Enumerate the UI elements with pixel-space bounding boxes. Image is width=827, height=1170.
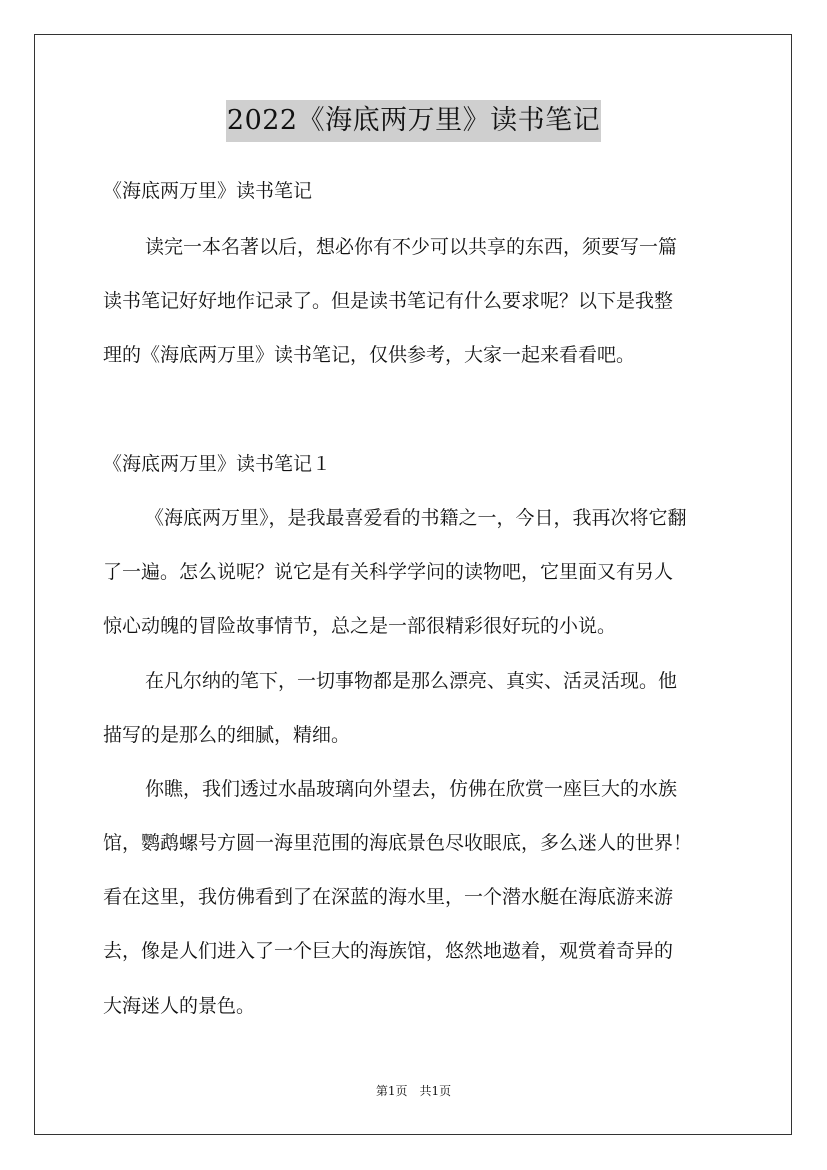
paragraph1-line: 了一遍。怎么说呢？说它是有关科学学问的读物吧，它里面又有另人 bbox=[103, 561, 674, 583]
intro-line: 读完一本名著以后，想必你有不少可以共享的东西，须要写一篇 bbox=[145, 236, 678, 258]
paragraph3-line: 看在这里，我仿佛看到了在深蓝的海水里，一个潜水艇在海底游来游 bbox=[103, 886, 674, 908]
document-title: 2022《海底两万里》读书笔记 bbox=[226, 100, 601, 142]
paragraph2-line: 描写的是那么的细腻，精细。 bbox=[103, 724, 351, 746]
paragraph3-line: 馆，鹦鹉螺号方圆一海里范围的海底景色尽收眼底，多么迷人的世界！ bbox=[103, 832, 693, 854]
paragraph2-line: 在凡尔纳的笔下，一切事物都是那么漂亮、真实、活灵活现。他 bbox=[145, 670, 678, 692]
section-heading: 《海底两万里》读书笔记１ bbox=[103, 453, 332, 475]
intro-line: 理的《海底两万里》读书笔记，仅供参考，大家一起来看看吧。 bbox=[103, 344, 636, 366]
title-container bbox=[0, 100, 827, 142]
document-subtitle: 《海底两万里》读书笔记 bbox=[103, 180, 313, 202]
intro-line: 读书笔记好好地作记录了。但是读书笔记有什么要求呢？以下是我整 bbox=[103, 290, 674, 312]
paragraph3-line: 大海迷人的景色。 bbox=[103, 995, 256, 1017]
paragraph3-line: 你瞧，我们透过水晶玻璃向外望去，仿佛在欣赏一座巨大的水族 bbox=[145, 778, 678, 800]
page-number-footer: 第1页 共1页 bbox=[375, 1084, 452, 1098]
paragraph3-line: 去，像是人们进入了一个巨大的海族馆，悠然地遨着，观赏着奇异的 bbox=[103, 940, 674, 962]
paragraph1-line: 《海底两万里》，是我最喜爱看的书籍之一，今日，我再次将它翻 bbox=[145, 507, 687, 529]
paragraph1-line: 惊心动魄的冒险故事情节，总之是一部很精彩很好玩的小说。 bbox=[103, 615, 617, 637]
